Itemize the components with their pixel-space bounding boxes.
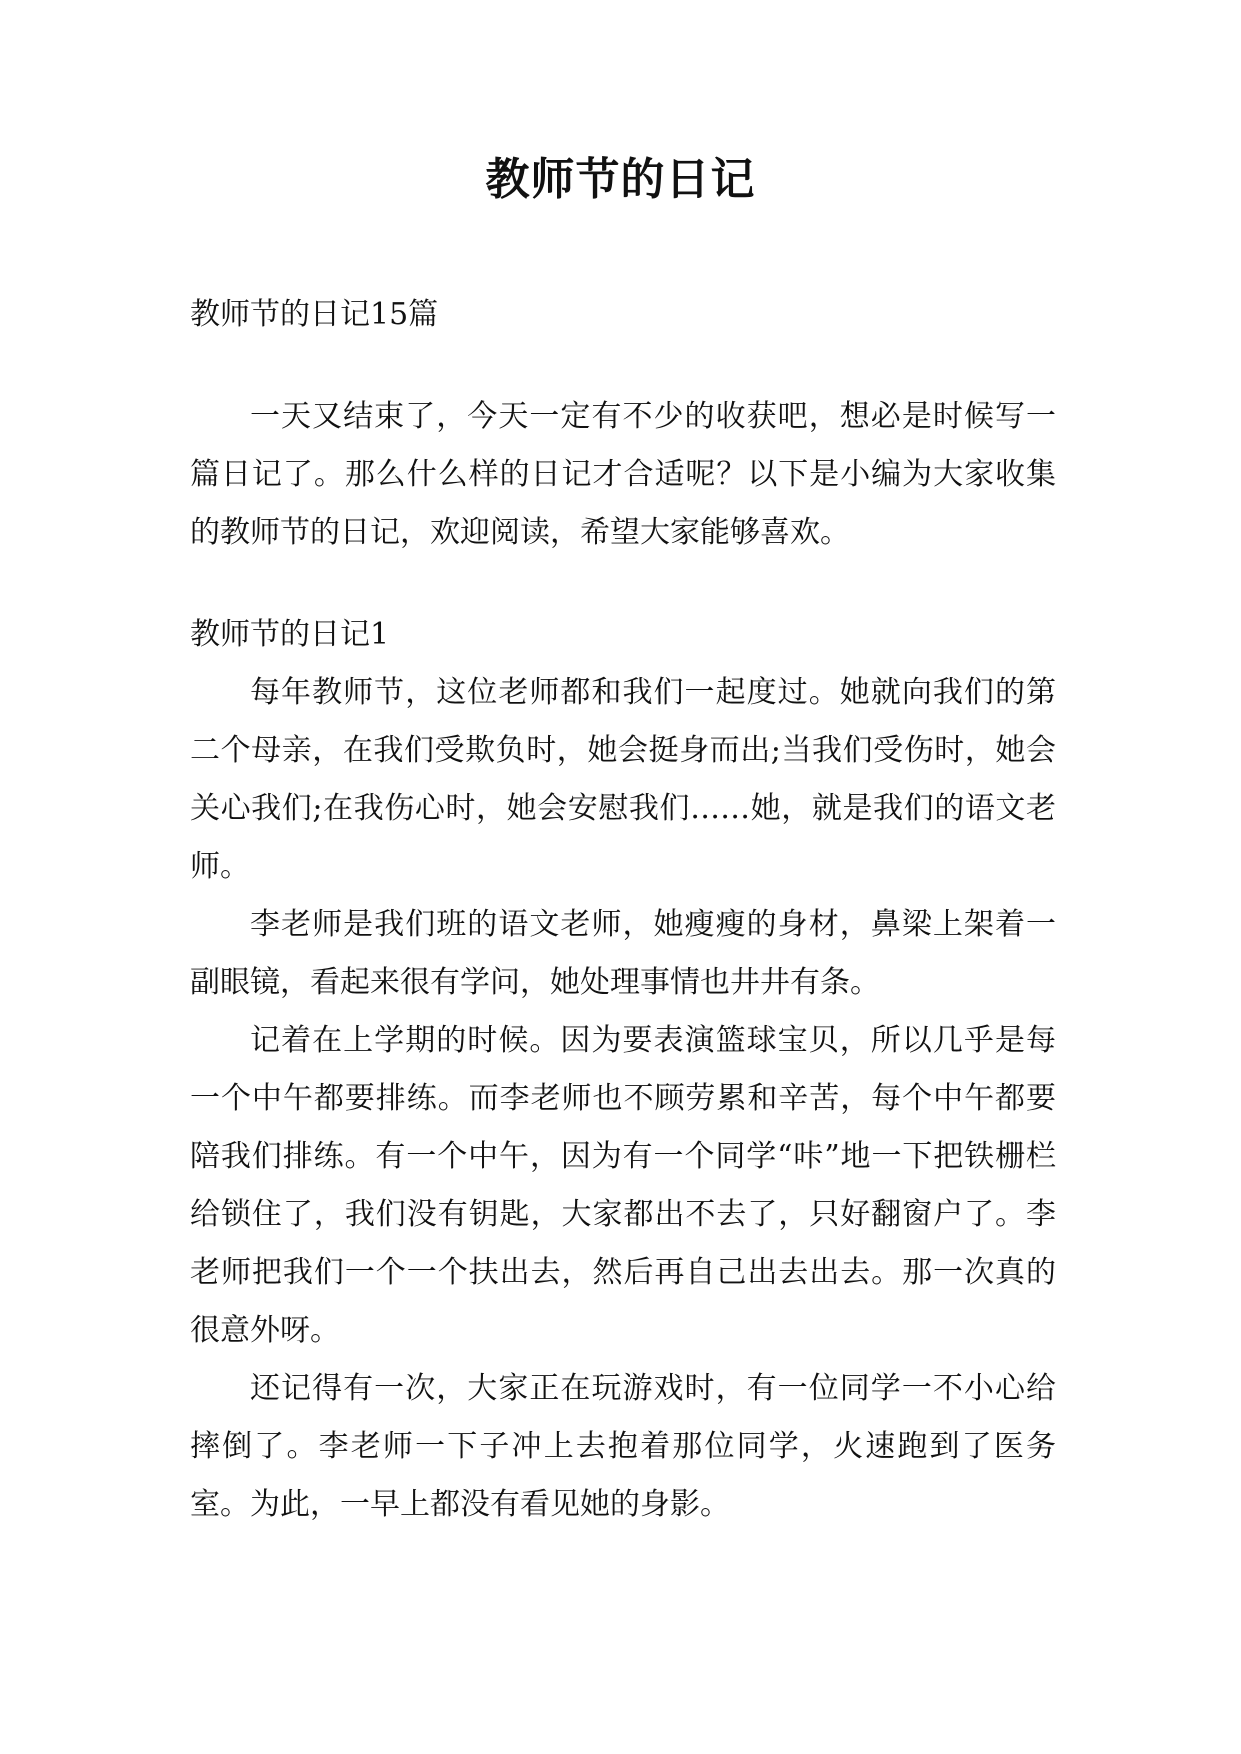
body-paragraph-4: 还记得有一次，大家正在玩游戏时，有一位同学一不小心给摔倒了。李老师一下子冲上去抱着那位同学，火速跑到了医务室。为此，一早上都没有看见她的身影。 xyxy=(190,1371,1056,1522)
intro-paragraph: 一天又结束了，今天一定有不少的收获吧，想必是时候写一篇日记了。那么什么样的日记才合适呢？以下是小编为大家收集的教师节的日记，欢迎阅读，希望大家能够喜欢。 xyxy=(190,399,1056,550)
document-subtitle: 教师节的日记15篇 xyxy=(190,297,439,332)
body-paragraph-2: 李老师是我们班的语文老师，她瘦瘦的身材，鼻梁上架着一副眼镜，看起来很有学问，她处理事情也井井有条。 xyxy=(190,907,1056,1000)
body-paragraph-3: 记着在上学期的时候。因为要表演篮球宝贝，所以几乎是每一个中午都要排练。而李老师也不顾劳累和辛苦，每个中午都要陪我们排练。有一个中午，因为有一个同学“咔”地一下把铁栅栏给锁住了，我们没有钥匙，大家都出不去了，只好翻窗户了。李老师把我们一个一个扶出去，然后再自己出去出去。那一次真的很意外呀。 xyxy=(190,1023,1056,1348)
diary-section-1 xyxy=(190,606,1056,1534)
section-heading: 教师节的日记1 xyxy=(190,617,390,652)
document-body xyxy=(190,286,1056,1534)
document-title: 教师节的日记 xyxy=(485,154,756,205)
body-paragraph-1: 每年教师节，这位老师都和我们一起度过。她就向我们的第二个母亲，在我们受欺负时，她会挺身而出;当我们受伤时，她会关心我们;在我伤心时，她会安慰我们……她，就是我们的语文老师。 xyxy=(190,675,1056,884)
